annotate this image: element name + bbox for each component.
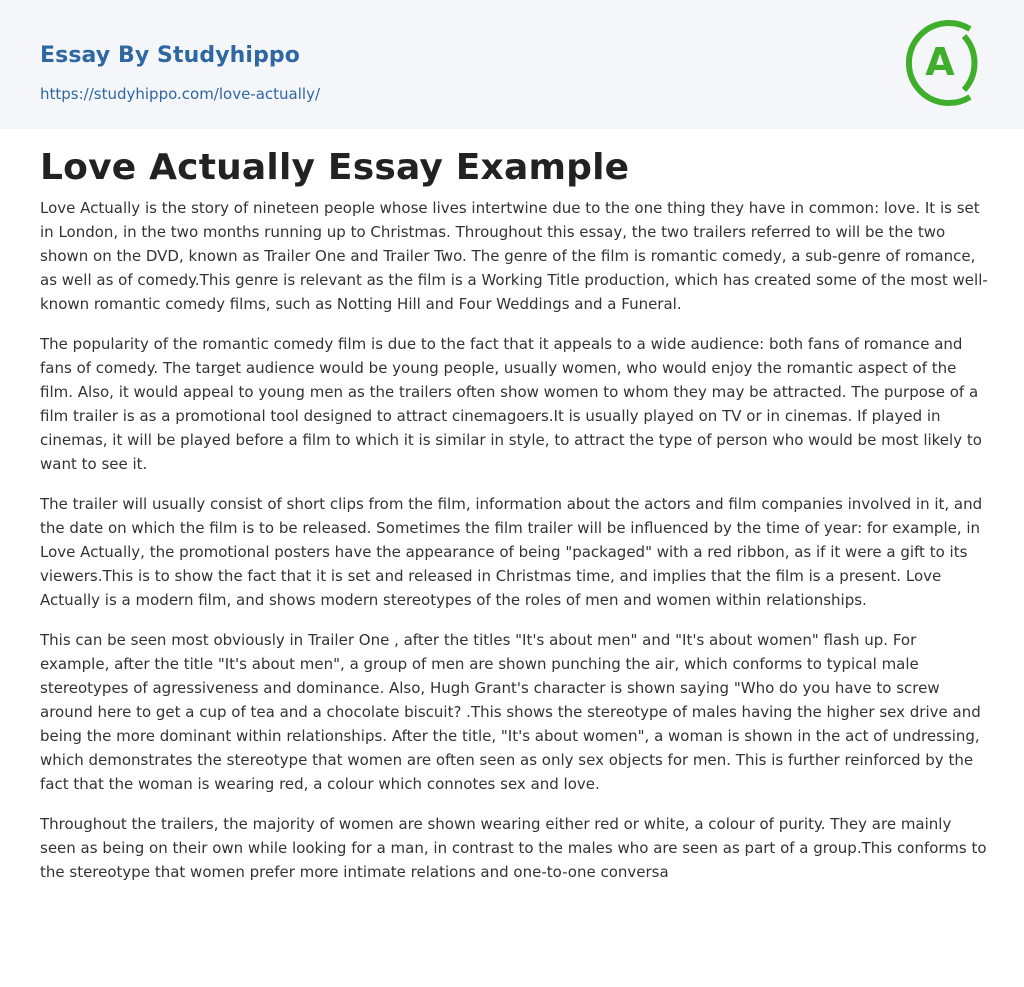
essay-paragraph: The popularity of the romantic comedy film is due to the fact that it appeals to a wide audience: both fans of romance and fans of comedy. The target audience would be young people, usually women, who would enjoy the romantic aspect of the film. Also, it would appeal to young men as the trailers often show women to whom they may be attracted. The purpose of a film trailer is as a promotional tool designed to attract cinemagoers.It is usually played on TV or in cinemas. If played in cinemas, it will be played before a film to which it is similar in style, to attract the type of person who would be most likely to want to see it. xyxy=(40,335,982,473)
logo-ring-inner-arc xyxy=(964,36,974,90)
site-header xyxy=(0,0,1024,129)
essay-paragraph: Throughout the trailers, the majority of women are shown wearing either red or white, a colour of purity. They are mainly seen as being on their own while looking for a man, in contrast to the males who are seen as part of a group.This conforms to the stereotype that women prefer more intimate relations and one-to-one conversa xyxy=(40,815,987,881)
essay-paragraph: The trailer will usually consist of short clips from the film, information about the actors and film companies involved in it, and the date on which the film is to be released. Sometimes the film trailer will be influenced by the time of year: for example, in Love Actually, the promotional posters have the appearance of being "packaged" with a red ribbon, as if it were a gift to its viewers.This is to show the fact that it is set and released in Christmas time, and implies that the film is a present. Love Actually is a modern film, and shows modern stereotypes of the roles of men and women within relationships. xyxy=(40,495,983,609)
page-title: Love Actually Essay Example xyxy=(40,147,630,188)
page-url-link[interactable]: https://studyhippo.com/love-actually/ xyxy=(40,85,321,103)
essay-body xyxy=(40,196,990,884)
article xyxy=(40,140,990,900)
essay-paragraph: This can be seen most obviously in Trailer One , after the titles "It's about men" and "It's about women" flash up. For example, after the title "It's about men", a group of men are shown punching the air, which conforms to typical male stereotypes of agressiveness and dominance. Also, Hugh Grant's character is shown saying "Who do you have to screw around here to get a cup of tea and a chocolate biscuit? .This shows the stereotype of males having the higher sex drive and being the more dominant within relationships. After the title, "It's about women", a woman is shown in the act of undressing, which demonstrates the stereotype that women are often seen as only sex objects for men. This is further reinforced by the fact that the woman is wearing red, a colour which connotes sex and love. xyxy=(40,631,981,793)
brand-title[interactable]: Essay By Studyhippo xyxy=(40,43,300,68)
essay-paragraph: Love Actually is the story of nineteen people whose lives intertwine due to the one thing they have in common: love. It is set in London, in the two months running up to Christmas. Throughout this essay, the two trailers referred to will be the two shown on the DVD, known as Trailer One and Trailer Two. The genre of the film is romantic comedy, a sub-genre of romance, as well as of comedy.This genre is relevant as the film is a Working Title production, which has created some of the most well-known romantic comedy films, such as Notting Hill and Four Weddings and a Funeral. xyxy=(40,199,988,313)
studyhippo-logo[interactable] xyxy=(906,18,990,108)
logo-letter: A xyxy=(925,40,955,84)
